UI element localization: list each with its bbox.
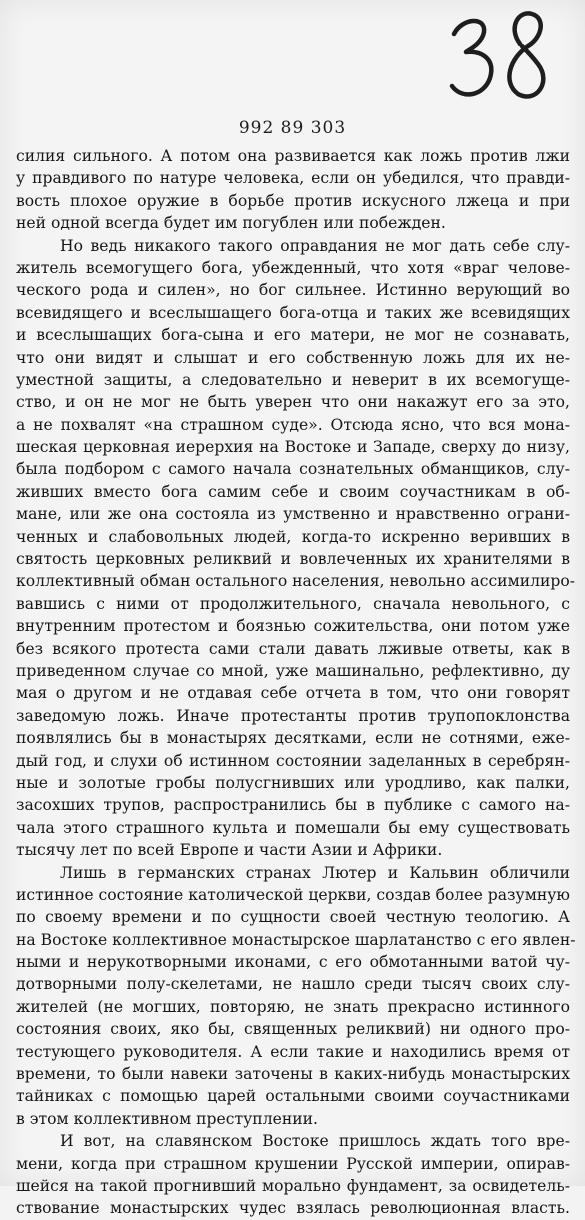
text-line: житель всемогущего бога, убежденный, что хотя «враг челове- bbox=[16, 258, 570, 277]
text-line: истинное состояние католической церкви, создав более разумную bbox=[16, 885, 570, 904]
text-line: силия сильного. А потом она развивается как ложь против лжи bbox=[16, 147, 570, 165]
text-line: ными и нерукотворными иконами, с его обмотанными ватой чу- bbox=[16, 953, 570, 972]
text-line: И вот, на славянском Востоке пришлось ждать того вре- bbox=[60, 1132, 570, 1151]
text-line: мая о другом и не отдавая себе отчета в том, что они говорят bbox=[16, 684, 570, 703]
text-line: дый год, и слухи об истинном состоянии заделанных в серебрян- bbox=[16, 751, 570, 770]
text-line: ней одной всегда будет им погублен или побежден. bbox=[16, 214, 446, 233]
handwritten-page-number bbox=[440, 4, 560, 112]
text-line: тысячу лет по всей Европе и части Азии и Африки. bbox=[16, 841, 443, 860]
text-line: вость плохое оружие в борьбе против искусного лжеца и при bbox=[16, 191, 570, 210]
text-line: живших вместо бога самим себе и своим соучастникам в об- bbox=[16, 482, 570, 501]
text-line: без всякого протеста сами стали давать лживые ответы, как в bbox=[16, 639, 570, 658]
text-line: всевидящего и всеслышащего бога-отца и таких же всевидящих bbox=[16, 303, 570, 322]
text-line: Но ведь никакого такого оправдания не мог дать себе слу- bbox=[60, 236, 570, 255]
text-line: ствование монастырских чудес взялась революционная власть. bbox=[16, 1199, 570, 1218]
text-line: заведомую ложь. Иначе протестанты против трупопоклонства bbox=[16, 706, 570, 725]
text-line: появлялись бы в монастырях десятками, если не сотнями, еже- bbox=[16, 729, 570, 748]
text-line: а не похвалят «на страшном суде». Отсюда ясно, что вся мона- bbox=[16, 415, 570, 434]
text-line: шеская церковная иерерхия на Востоке и Западе, сверху до низу, bbox=[16, 438, 570, 457]
text-line: засохших трупов, распространились бы в публике с самого на- bbox=[16, 796, 570, 815]
text-line: дотворными полу-скелетами, не нашло среди тысяч своих слу- bbox=[16, 975, 570, 994]
text-line: времени, то были навеки заточены в каких-нибудь монастырских bbox=[16, 1065, 570, 1084]
text-line: у правдивого по натуре человека, если он убедился, что правди- bbox=[16, 169, 570, 188]
text-line: на Востоке коллективное монастырское шарлатанство с его явлен- bbox=[16, 930, 576, 949]
text-line: ство, и он не мог не быть уверен что они накажут его за это, bbox=[16, 393, 570, 412]
text-line: внутренним протестом и боязнью сожительства, они потом уже bbox=[16, 617, 570, 636]
text-line: по своему времени и по сущности своей честную теологию. А bbox=[16, 908, 570, 927]
text-line: что они видят и слышат и его собственную ложь для их не- bbox=[16, 348, 570, 367]
text-line: ческого рода и силен», но бог сильнее. Истинно верующий во bbox=[16, 281, 570, 300]
text-line: чала этого страшного культа и помешали бы ему существовать bbox=[16, 818, 570, 837]
text-line: приведенном случае со мной, уже машинально, рефлективно, ду bbox=[16, 661, 570, 680]
text-line: в этом коллективном преступлении. bbox=[16, 1109, 318, 1128]
text-line: мени, когда при страшном крушении Русской империи, опирав- bbox=[16, 1154, 570, 1173]
page-number: 992 89 303 bbox=[238, 118, 347, 138]
text-line: вавшись с ними от продолжительного, сначала невольного, с bbox=[16, 594, 570, 613]
text-line: мане, или же она состояла из умственно и нравственно ограни- bbox=[16, 505, 570, 524]
text-line: святость церковных реликвий и вовлеченных их хранителями в bbox=[16, 550, 570, 569]
text-line: жителей (не могших, повторяю, не знать прекрасно истинного bbox=[16, 997, 570, 1016]
text-line: состояния своих, яко бы, священных реликвий) ни одного про- bbox=[16, 1020, 570, 1039]
text-line: коллективный обман остального населения, невольно ассимилиро- bbox=[16, 572, 576, 591]
body-text bbox=[16, 145, 576, 1220]
text-line: ченных и слабовольных людей, когда-то искренно веривших в bbox=[16, 527, 570, 546]
text-line: Лишь в германских странах Лютер и Кальвин обличили bbox=[60, 863, 570, 882]
text-line: шейся на такой прогнивший морально фундамент, за освидетель- bbox=[16, 1176, 570, 1195]
text-line: тестующего руководителя. А если такие и находились время от bbox=[16, 1042, 570, 1061]
text-line: была подбором с самого начала сознательных обманщиков, слу- bbox=[16, 460, 570, 479]
text-line: и всеслышащих бога-сына и его матери, не мог не сознавать, bbox=[16, 326, 570, 345]
text-line: тайниках с помощью царей остальными своими соучастниками bbox=[16, 1087, 570, 1106]
text-line: уместной защиты, а следовательно и неверит в их всемогуще- bbox=[16, 370, 570, 389]
text-line: ные и золотые гробы полусгнивших или уродливо, как палки, bbox=[16, 773, 570, 792]
